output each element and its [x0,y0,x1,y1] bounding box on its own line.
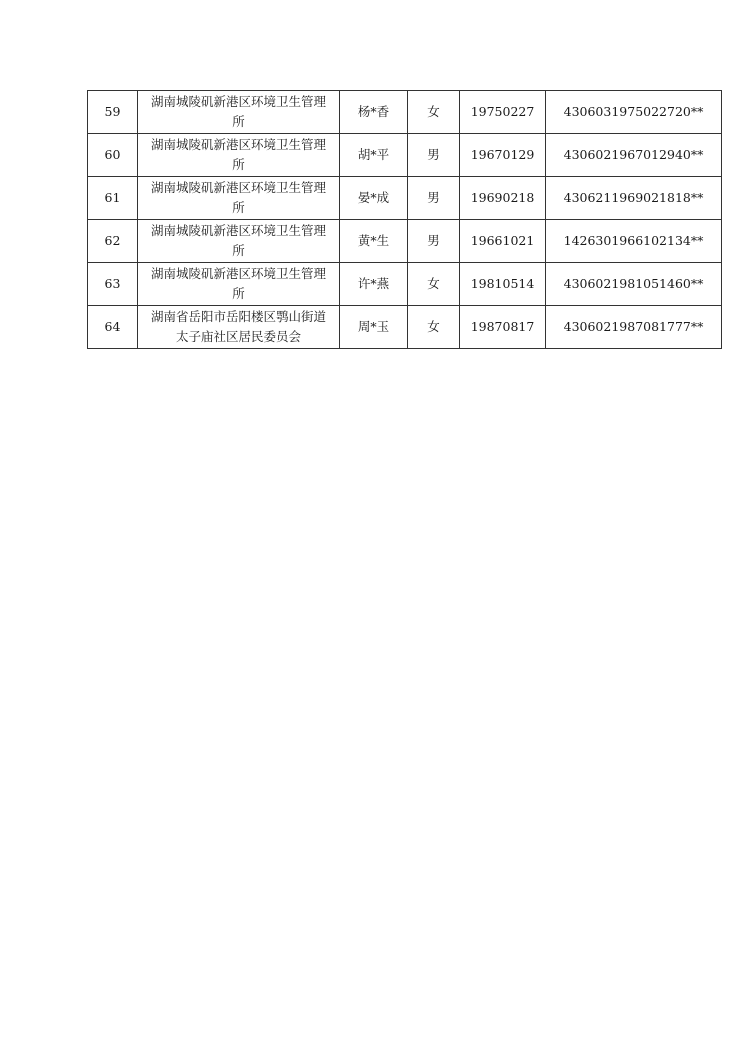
work-unit-cell [138,91,340,134]
birth-date: 19810514 [460,263,546,306]
row-number: 64 [88,306,138,349]
work-unit: 湖南城陵矶新港区环境卫生管理所 [150,223,326,258]
gender: 男 [408,220,460,263]
row-number: 61 [88,177,138,220]
birth-date: 19750227 [460,91,546,134]
work-unit-cell [138,263,340,306]
birth-date: 19661021 [460,220,546,263]
row-number: 62 [88,220,138,263]
person-name: 胡*平 [340,134,408,177]
row-number: 60 [88,134,138,177]
person-name: 许*燕 [340,263,408,306]
id-number: 4306021987081777** [546,306,722,349]
work-unit-cell [138,220,340,263]
work-unit: 湖南城陵矶新港区环境卫生管理所 [150,180,326,215]
gender: 女 [408,263,460,306]
birth-date: 19690218 [460,177,546,220]
work-unit: 湖南城陵矶新港区环境卫生管理所 [150,94,326,129]
work-unit-cell [138,134,340,177]
gender: 女 [408,91,460,134]
table-row [88,306,722,349]
work-unit: 湖南城陵矶新港区环境卫生管理所 [150,137,326,172]
birth-date: 19670129 [460,134,546,177]
work-unit-cell [138,306,340,349]
work-unit: 湖南城陵矶新港区环境卫生管理所 [150,266,326,301]
table-row [88,91,722,134]
roster-table [87,90,722,349]
birth-date: 19870817 [460,306,546,349]
id-number: 4306021967012940** [546,134,722,177]
person-name: 晏*成 [340,177,408,220]
table-row [88,263,722,306]
table-row [88,177,722,220]
id-number: 4306031975022720** [546,91,722,134]
id-number: 1426301966102134** [546,220,722,263]
person-name: 周*玉 [340,306,408,349]
work-unit: 湖南省岳阳市岳阳楼区鹗山街道太子庙社区居民委员会 [150,309,326,344]
gender: 男 [408,177,460,220]
row-number: 63 [88,263,138,306]
gender: 男 [408,134,460,177]
person-name: 黄*生 [340,220,408,263]
id-number: 4306021981051460** [546,263,722,306]
person-name: 杨*香 [340,91,408,134]
gender: 女 [408,306,460,349]
table-row [88,220,722,263]
work-unit-cell [138,177,340,220]
row-number: 59 [88,91,138,134]
table-row [88,134,722,177]
id-number: 4306211969021818** [546,177,722,220]
